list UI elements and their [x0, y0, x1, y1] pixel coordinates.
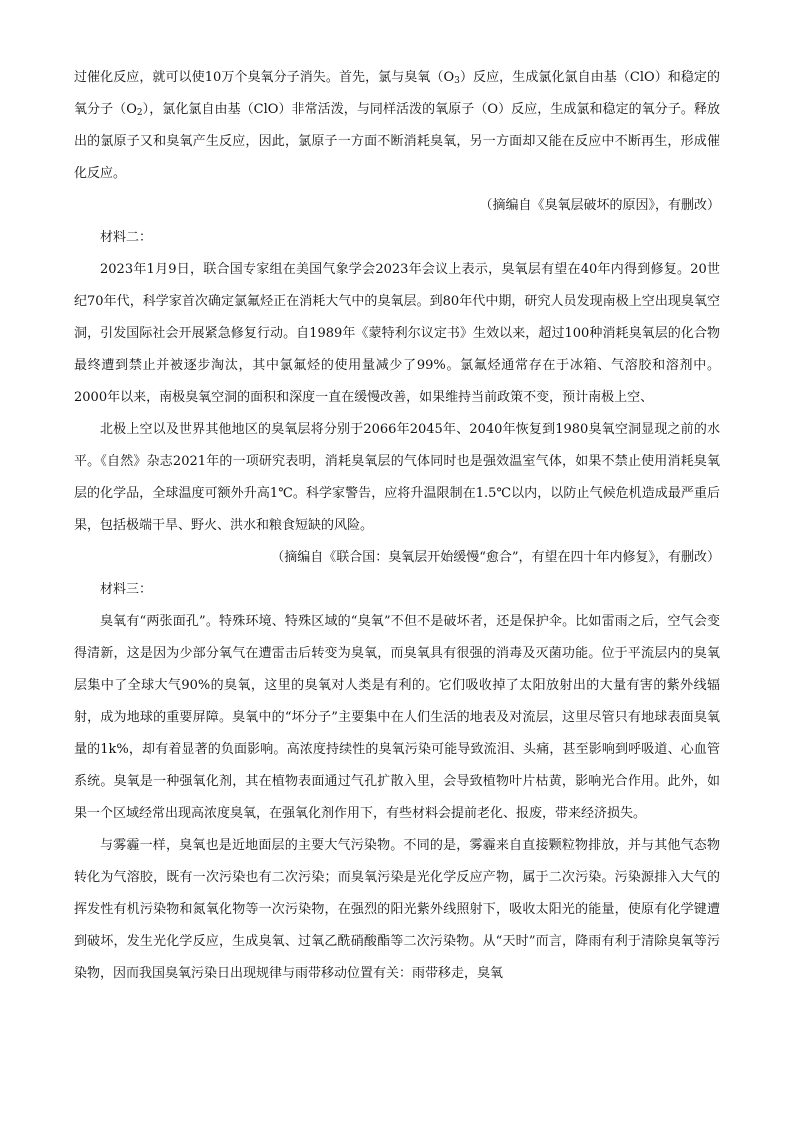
paragraph-material-three-continued: 与雾霾一样，臭氧也是近地面层的主要大气污染物。不同的是，雾霾来自直接颗粒物排放，并与其他气态物转化为气溶胶，既有一次污染也有二次污染；而臭氧污染是光化学反应产物，属于二次污染。污染源排入大气的挥发性有机污染物和氮氧化物等一次污染物，在强烈的阳光紫外线照射下，吸收太阳光的能量，使原有化学键遭到破坏，发生光化学反应，生成臭氧、过氧乙酰硝酸酯等二次污染物。从“天时”而言，降雨有利于清除臭氧等污染物，因而我国臭氧污染日出现规律与雨带移动位置有关：雨带移走，臭氧	[74, 838, 720, 981]
paragraph-text: ），氯化氯自由基（ClO）非常活泼，与同样活泼的氧原子（O）反应，生成氯和稳定的氧分子。释放出的氯原子又和臭氧产生反应，因此，氯原子一方面不断消耗臭氧，另一方面却又能在反应中不断再生，形成催化反应。	[74, 102, 720, 181]
paragraph-material-two: 2023年1月9日，联合国专家组在美国气象学会2023年会议上表示，臭氧层有望在40年内得到修复。20世纪70年代，科学家首次确定氯氟烃正在消耗大气中的臭氧层。到80年代中期，研究人员发现南极上空出现臭氧空洞，引发国际社会开展紧急修复行动。自1989年《蒙特利尔议定书》生效以来，超过100种消耗臭氧层的化合物最终遭到禁止并被逐步淘汰，其中氯氟烃的使用量减少了99%。氯氟烃通常存在于冰箱、气溶胶和溶剂中。2000年以来，南极臭氧空洞的面积和深度一直在缓慢改善，如果维持当前政策不变，预计南极上空、	[74, 262, 720, 405]
paragraph-text: 过催化反应，就可以使10万个臭氧分子消失。首先，氯与臭氧（O	[74, 70, 455, 85]
paragraph-material-three: 臭氧有“两张面孔”。特殊环境、特殊区域的“臭氧”不但不是破坏者，还是保护伞。比如雷雨之后，空气会变得清新，这是因为少部分氧气在遭雷击后转变为臭氧，而臭氧具有很强的消毒及灭菌功能。位于平流层内的臭氧层集中了全球大气90%的臭氧，这里的臭氧对人类是有利的。它们吸收掉了太阳放射出的大量有害的紫外线辐射，成为地球的重要屏障。臭氧中的“坏分子”主要集中在人们生活的地表及对流层，这里尽管只有地球表面臭氧量的1k%，却有着显著的负面影响。高浓度持续性的臭氧污染可能导致流泪、头痛，甚至影响到呼吸道、心血管系统。臭氧是一种强氧化剂，其在植物表面通过气孔扩散入里，会导致植物叶片枯黄，影响光合作用。此外，如果一个区域经常出现高浓度臭氧，在强氧化剂作用下，有些材料会提前老化、报废，带来经济损失。	[74, 614, 720, 821]
source-citation-two: （摘编自《联合国：臭氧层开始缓慢“愈合”，有望在四十年内修复》，有删改）	[271, 550, 720, 565]
paragraph-text: ）反应，生成氯化氯自由基（ClO）和稳定的氧分子（O	[74, 70, 721, 117]
source-citation-one: （摘编自《臭氧层破坏的原因》，有删改）	[479, 198, 720, 213]
document-page	[74, 62, 720, 990]
material-two-heading: 材料二：	[100, 230, 153, 245]
material-three-heading: 材料三：	[100, 582, 153, 597]
oxygen-subscript: 2	[136, 108, 143, 118]
paragraph-material-two-continued: 北极上空以及世界其他地区的臭氧层将分别于2066年2045年、2040年恢复到1980臭氧空洞显现之前的水平。《自然》杂志2021年的一项研究表明，消耗臭氧层的气体同时也是强效温室气体，如果不禁止使用消耗臭氧层的化学品，全球温度可额外升高1℃。科学家警告，应将升温限制在1.5℃以内，以防止气候危机造成最严重后果，包括极端干旱、野火、洪水和粮食短缺的风险。	[74, 422, 720, 533]
paragraph-material-one-end	[74, 62, 720, 190]
ozone-subscript: 3	[454, 76, 460, 86]
